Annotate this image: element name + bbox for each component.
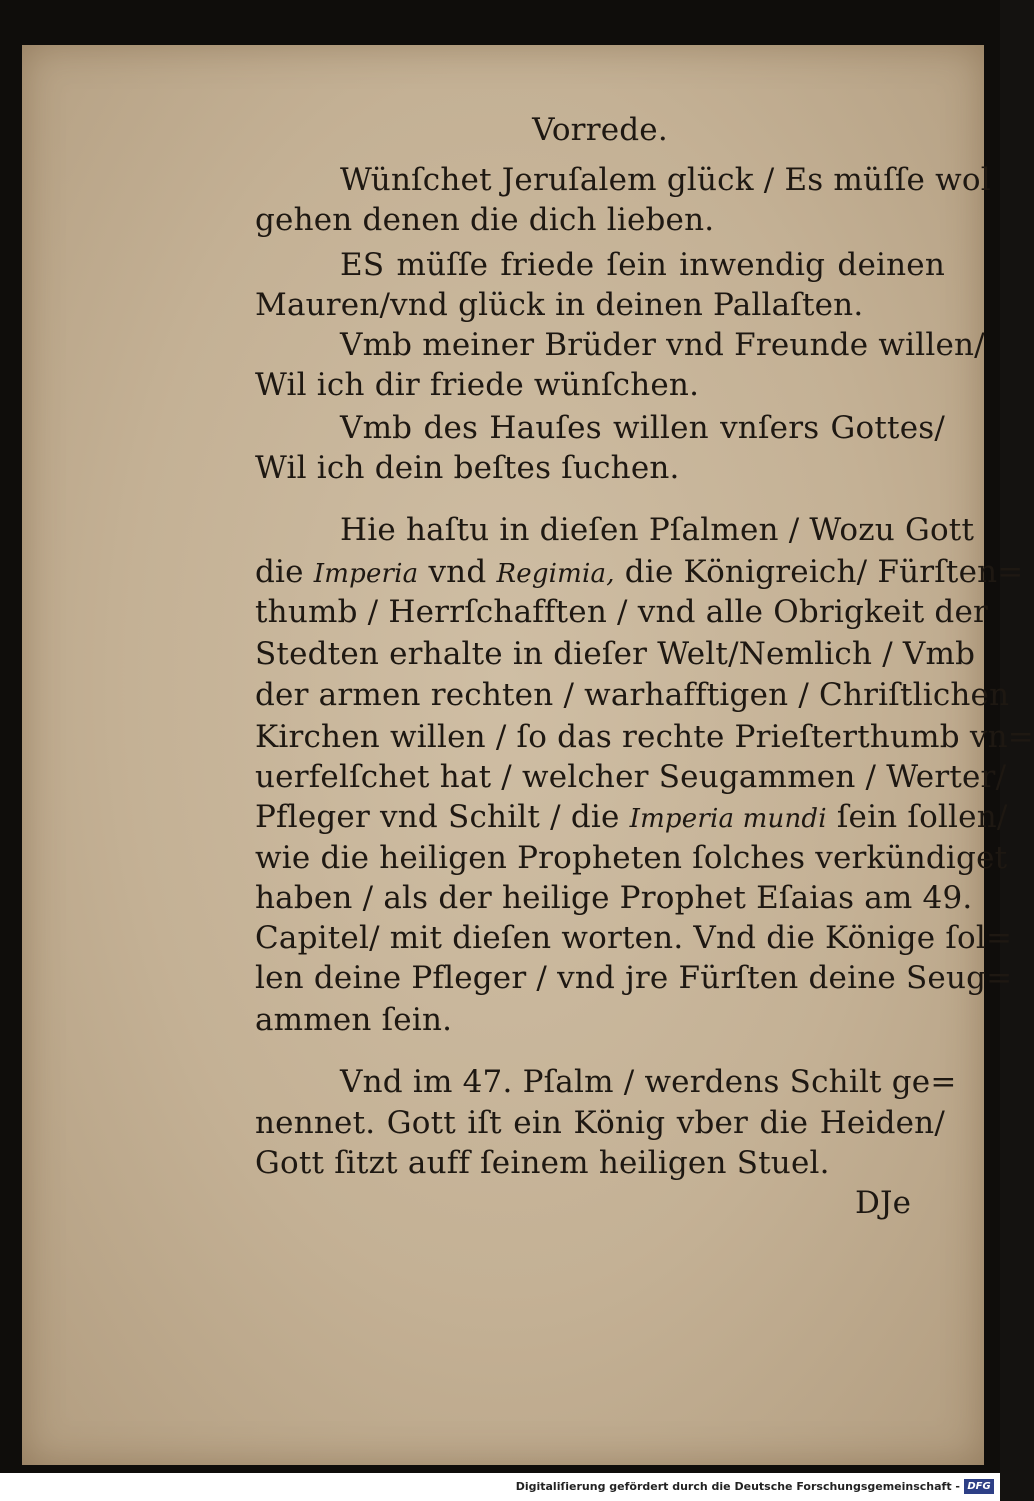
text-line-10: thumb / Herrſchafften / vnd alle Obrigkeit der: [255, 594, 989, 630]
text-line-imperia: [255, 552, 1024, 594]
text-line-16: haben / als der heilige Prophet Eſaias am 49.: [255, 880, 973, 916]
text-line-8: Wil ich dein beſtes ſuchen.: [255, 450, 680, 486]
dfg-logo-icon: DFG: [964, 1479, 994, 1494]
running-title: Vorrede.: [532, 112, 668, 148]
text-line-21: nennet. Gott iſt ein König vber die Heiden/: [255, 1105, 945, 1141]
text-line-15: wie die heiligen Propheten ſolches verkündiget: [255, 840, 1008, 876]
mundi-after: ſein ſollen/: [836, 799, 1008, 835]
text-line-5: Vmb meiner Brüder vnd Freunde willen/: [340, 327, 985, 363]
imperia-latin-1: Imperia: [313, 559, 419, 589]
text-line-11: Stedten erhalte in dieſer Welt/Nemlich / Vmb: [255, 636, 976, 672]
imperia-before: die: [255, 554, 304, 590]
mundi-latin: Imperia mundi: [629, 804, 827, 834]
text-line-13: Kirchen willen / ſo das rechte Prieſterthumb vn=: [255, 719, 1034, 755]
text-line-7: Vmb des Hauſes willen vnſers Gottes/: [340, 410, 945, 446]
text-line-17: Capitel/ mit dieſen worten. Vnd die Könige ſol=: [255, 920, 1013, 956]
imperia-latin-2: Regimia,: [496, 559, 615, 589]
catchword: DJe: [855, 1185, 912, 1221]
text-line-mundi: [255, 797, 1008, 839]
text-line-4: Mauren/vnd glück in deinen Pallaſten.: [255, 287, 864, 323]
text-line-12: der armen rechten / warhafftigen / Chriſtlichen: [255, 677, 1010, 713]
text-line-2: gehen denen die dich lieben.: [255, 202, 715, 238]
text-line-18: len deine Pfleger / vnd jre Fürſten deine Seug=: [255, 960, 1013, 996]
text-line-3: ES müſſe friede ſein inwendig deinen: [340, 247, 945, 283]
text-line-6: Wil ich dir friede wünſchen.: [255, 367, 700, 403]
footer-bar: [0, 1473, 1000, 1501]
imperia-after: die Königreich/ Fürſten=: [624, 554, 1024, 590]
mundi-before: Pfleger vnd Schilt / die: [255, 799, 620, 835]
text-line-20: Vnd im 47. Pſalm / werdens Schilt ge=: [340, 1064, 957, 1100]
text-line-14: uerfelſchet hat / welcher Seugammen / Werter/: [255, 759, 1007, 795]
text-line-19: ammen ſein.: [255, 1002, 453, 1038]
footer-credit: Digitaliſierung gefördert durch die Deutsche Forschungsgemeinschaft -: [515, 1480, 960, 1493]
imperia-mid: vnd: [428, 554, 487, 590]
text-line-9: Hie haſtu in dieſen Pſalmen / Wozu Gott: [340, 512, 975, 548]
text-line-1: Wünſchet Jeruſalem glück / Es müſſe wol: [340, 162, 991, 198]
text-line-22: Gott ſitzt auff ſeinem heiligen Stuel.: [255, 1145, 830, 1181]
